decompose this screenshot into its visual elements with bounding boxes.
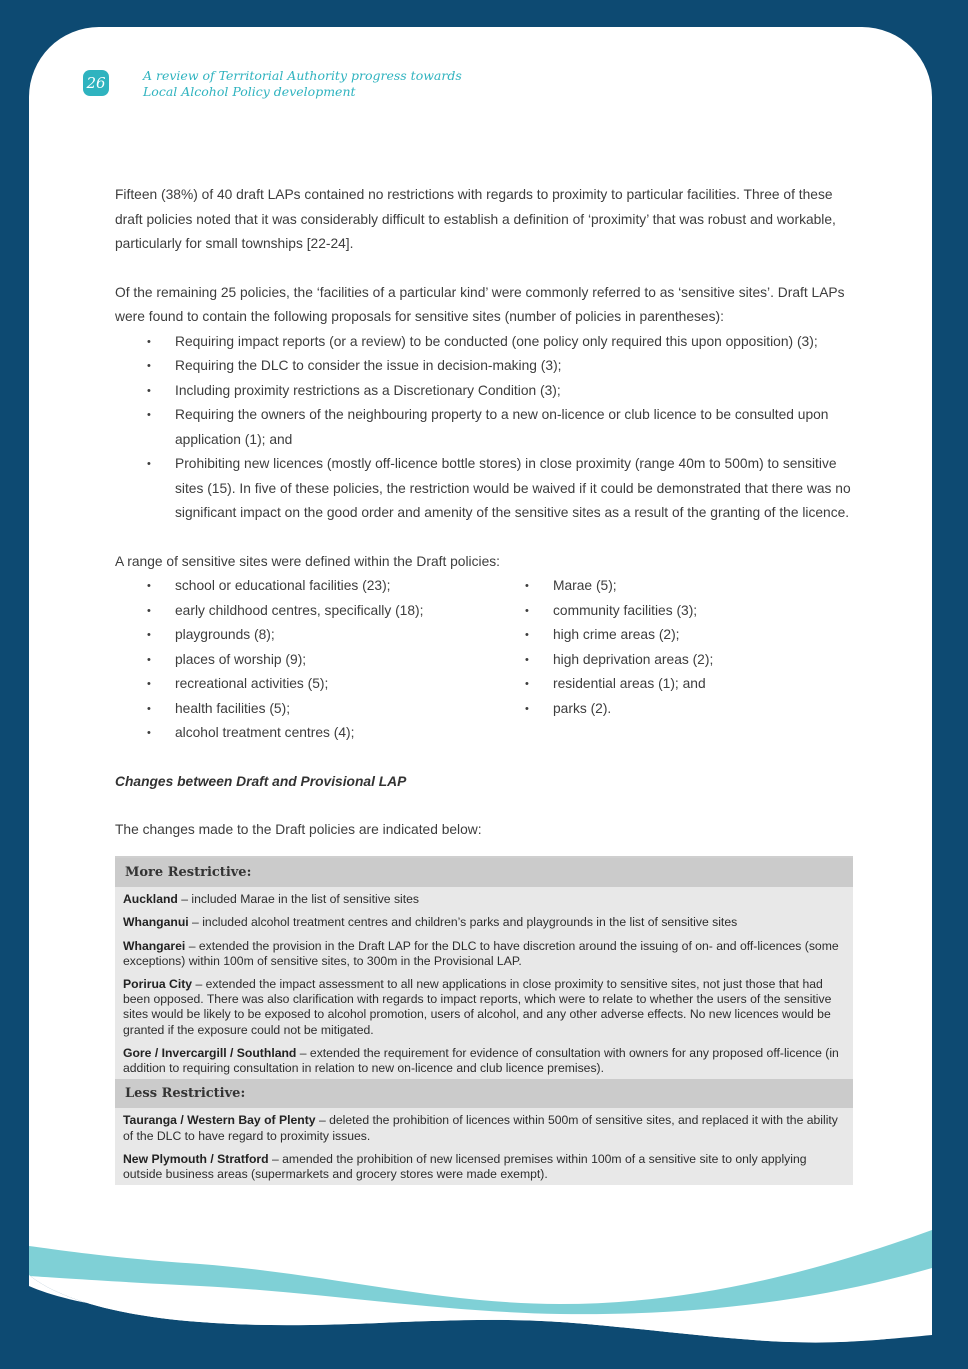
table-row <box>115 972 853 1041</box>
running-title-line-2: Local Alcohol Policy development <box>143 84 356 99</box>
list-item: • school or educational facilities (23); <box>175 574 493 599</box>
sites-list-left <box>115 574 493 746</box>
less-restrictive-header: Less Restrictive: <box>115 1079 853 1108</box>
change-description: – included alcohol treatment centres and children’s parks and playgrounds in the list of sensitive sites <box>188 915 738 930</box>
change-description: – included Marae in the list of sensitive sites <box>177 892 420 907</box>
decorative-waves <box>0 1220 968 1369</box>
change-description: – deleted the prohibition of licences within 500m of sensitive sites, and replaced it with the ability of the DLC to have regard to proximity issues. <box>123 1113 838 1143</box>
list-item: • alcohol treatment centres (4); <box>175 721 493 746</box>
list-item: • recreational activities (5); <box>175 672 493 697</box>
list-item: • health facilities (5); <box>175 697 493 722</box>
change-description: – extended the requirement for evidence of consultation with owners for any proposed off-licence (in addition to requiring consultation in relation to new on-licence and club licence premises). <box>123 1045 839 1076</box>
table-row <box>115 934 853 972</box>
section-heading: Changes between Draft and Provisional LAP <box>115 773 407 789</box>
council-name: Auckland <box>123 892 178 907</box>
more-restrictive-header: More Restrictive: <box>115 858 853 887</box>
change-description: – extended the impact assessment to all new applications in close proximity to sensitive sites, not just those that had been opposed. There was also clarification with regards to impact reports, which were to relate to whether the users of the sensitive sites would be likely to be exposed to alcohol promotion, users of alcohol, and any other adverse effects. No new licences would be granted if the exposure could not be mitigated. <box>123 977 832 1037</box>
list-item: • Requiring the DLC to consider the issue in decision-making (3); <box>175 354 855 379</box>
proposals-list <box>115 330 855 526</box>
sensitive-sites-columns <box>115 574 855 746</box>
body-content <box>115 183 855 843</box>
list-item: • Prohibiting new licences (mostly off-licence bottle stores) in close proximity (range 40m to 500m) to sensitive sites (15). In five of these policies, the restriction would be waived if it could be demonstrated that there was no significant impact on the good order and amenity of the sensitive sites as a result of the granting of the licence. <box>175 452 855 526</box>
table-row <box>115 1108 853 1146</box>
council-name: Whangarei <box>123 938 186 953</box>
list-item: • Requiring impact reports (or a review) to be conducted (one policy only required this upon opposition) (3); <box>175 330 855 355</box>
council-name: Porirua City <box>123 977 193 992</box>
table-row <box>115 1147 853 1185</box>
list-item: • parks (2). <box>553 697 713 722</box>
council-name: Gore / Invercargill / Southland <box>123 1045 297 1060</box>
list-item: • Marae (5); <box>553 574 713 599</box>
paragraph-changes-intro: The changes made to the Draft policies are indicated below: <box>115 822 482 837</box>
list-item: • high deprivation areas (2); <box>553 648 713 673</box>
change-description: – extended the provision in the Draft LAP for the DLC to have discretion around the issuing of on- and off-licences (some exceptions) within 100m of sensitive sites, to 300m in the Provisional LAP. <box>123 938 839 968</box>
list-item: • high crime areas (2); <box>553 623 713 648</box>
running-title <box>143 68 462 100</box>
list-item: • community facilities (3); <box>553 599 713 624</box>
table-row <box>115 1041 853 1079</box>
running-title-line-1: A review of Territorial Authority progress towards <box>143 68 462 83</box>
list-item: • Including proximity restrictions as a Discretionary Condition (3); <box>175 379 855 404</box>
table-row <box>115 887 853 910</box>
list-item: • early childhood centres, specifically (18); <box>175 599 493 624</box>
paragraph-sensitive-sites: A range of sensitive sites were defined within the Draft policies: <box>115 553 500 569</box>
page-number-badge: 26 <box>83 70 109 96</box>
list-item: • residential areas (1); and <box>553 672 713 697</box>
council-name: Tauranga / Western Bay of Plenty <box>123 1113 316 1128</box>
paragraph-proximity: Fifteen (38%) of 40 draft LAPs contained no restrictions with regards to proximity to particular facilities. Three of these draft policies noted that it was considerably difficult to establish a definition of ‘proximity’ that was robust and workable, particularly for small townships [22-24]. <box>115 187 836 251</box>
paragraph-remaining-policies: Of the remaining 25 policies, the ‘facilities of a particular kind’ were commonly referred to as ‘sensitive sites’. Draft LAPs were found to contain the following proposals for sensitive sites (number of policies in parentheses): <box>115 284 845 324</box>
list-item: • playgrounds (8); <box>175 623 493 648</box>
list-item: • places of worship (9); <box>175 648 493 673</box>
council-name: New Plymouth / Stratford <box>123 1151 269 1166</box>
list-item: • Requiring the owners of the neighbouring property to a new on-licence or club licence to be consulted upon application (1); and <box>175 403 855 452</box>
change-description: – amended the prohibition of new licensed premises within 100m of a sensitive site to only applying outside business areas (supermarkets and grocery stores were made exempt). <box>123 1151 807 1182</box>
sites-column-left <box>115 574 493 746</box>
sites-column-right <box>493 574 713 746</box>
changes-table <box>115 856 853 1185</box>
council-name: Whanganui <box>123 915 189 930</box>
sites-list-right <box>493 574 713 721</box>
table-row <box>115 910 853 933</box>
